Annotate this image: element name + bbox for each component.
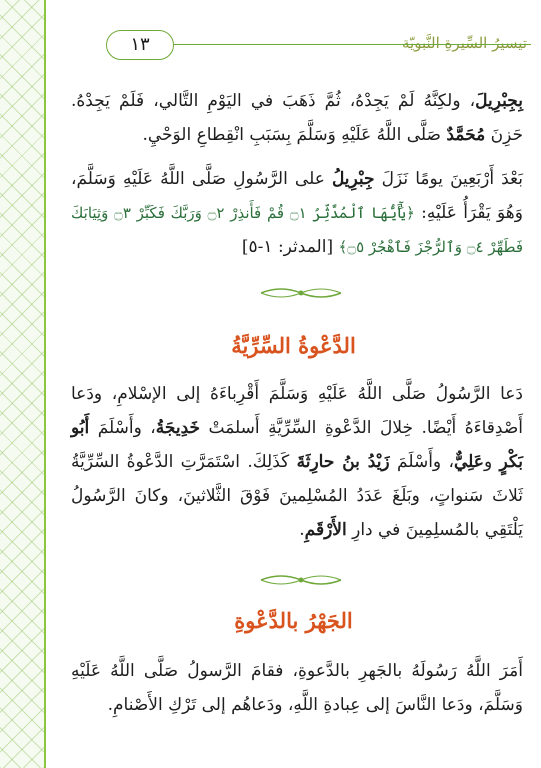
bold-name: الأَرْقَمِ	[304, 520, 347, 540]
book-page	[46, 0, 541, 768]
text-span: كَذَلِكَ. اسْتَمَرَّتِ الدَّعْوةُ السِّرِّيَّةُ ثَلاثَ سَنواتٍ، وبَلَغَ عَدَدُ المُسْلِمينَ فَوْقَ الثَّلاثينَ، وكانَ الرَّسُولُ يَلْتَقِي بالمُسلِمِينَ في دارِ	[71, 452, 523, 540]
section-heading-secret-call: الدَّعْوةُ السِّرِّيَّةُ	[231, 333, 356, 358]
paragraph-3	[71, 377, 523, 547]
quran-verse: ﴿يَٰٓأَيُّهَا ٱلْمُدَّثِّرُ ۝١ قُمْ فَأَنذِرْ ۝٢ وَرَبَّكَ فَكَبِّرْ ۝٣ وَثِيَابَكَ فَطَهِّرْ ۝٤ وَٱلرُّجْزَ فَٱهْجُرْ ۝٥﴾	[71, 204, 523, 256]
text-span: ، ولكِنَّهُ لَمْ يَجِدْهُ، ثُمَّ ذَهَبَ في اليَوْمِ التَّالي، فَلَمْ يَجِدْهُ. حَزِنَ	[71, 91, 523, 145]
header-rule	[172, 44, 531, 45]
text-span: ، وأَسْلَمَ	[89, 418, 156, 438]
bold-name: بِجِبْرِيلَ	[475, 91, 523, 111]
verse-reference: [المدثر: ١-٥]	[241, 237, 339, 257]
bold-name: جِبْرِيلُ	[331, 169, 375, 189]
paragraph-2	[71, 162, 523, 264]
page-number: ١٣	[106, 30, 174, 60]
bold-name: مُحَمَّدٌ	[446, 125, 486, 145]
text-span: بَعْدَ أَرْبَعِينَ يومًا نَزَلَ	[374, 169, 523, 189]
text-span: صَلَّى اللَّهُ عَلَيْهِ وَسَلَّمَ بِسَبَبِ انْقِطاعِ الوَحْيِ.	[142, 125, 447, 145]
text-span: و	[483, 452, 500, 472]
text-span: ، وأَسْلَمَ	[389, 452, 454, 472]
bold-name: خَدِيجَةُ	[155, 418, 201, 438]
section-heading-public-call: الجَهْرُ بالدَّعْوةِ	[234, 608, 353, 633]
decorative-border-pattern	[0, 0, 44, 768]
running-head-title: تيسيرُ السِّيرةِ النَّبويّة	[402, 34, 527, 52]
text-span: .	[299, 520, 305, 540]
ornament-divider-icon	[256, 283, 346, 303]
paragraph-1	[71, 84, 523, 152]
ornament-divider-icon	[256, 570, 346, 590]
text-span: على الرَّسُولِ صَلَّى اللَّهُ عَلَيْهِ وَسَلَّمَ، وَهُوَ يَقْرَأُ عَلَيْهِ:	[71, 169, 523, 223]
paragraph-4: أَمَرَ اللَّهُ رَسُولَهُ بالجَهرِ بالدَّعوةِ، فقامَ الرَّسولُ صَلَّى اللَّهُ عَلَيْهِ وَسَلَّمَ، ودَعا النَّاسَ إلى عِبادةِ اللَّهِ، ودَعاهُم إلى تَرْكِ الأَصْنامِ.	[71, 661, 523, 715]
text-span: دَعا الرَّسُولُ صَلَّى اللَّهُ عَلَيْهِ وَسَلَّمَ أَقْرِباءَهُ إلى الإسْلامِ، ودَعا أَصْدِقاءَهُ أَيْضًا. خِلالَ الدَّعْوةِ السِّرِّيَّةِ أَسلمَتْ	[71, 384, 523, 438]
bold-name: عَلِيٌّ	[453, 452, 484, 472]
bold-name: زَيْدُ بنُ حارِثَةَ	[296, 452, 390, 472]
bold-name: أَبُو بَكْرٍ	[71, 418, 524, 472]
